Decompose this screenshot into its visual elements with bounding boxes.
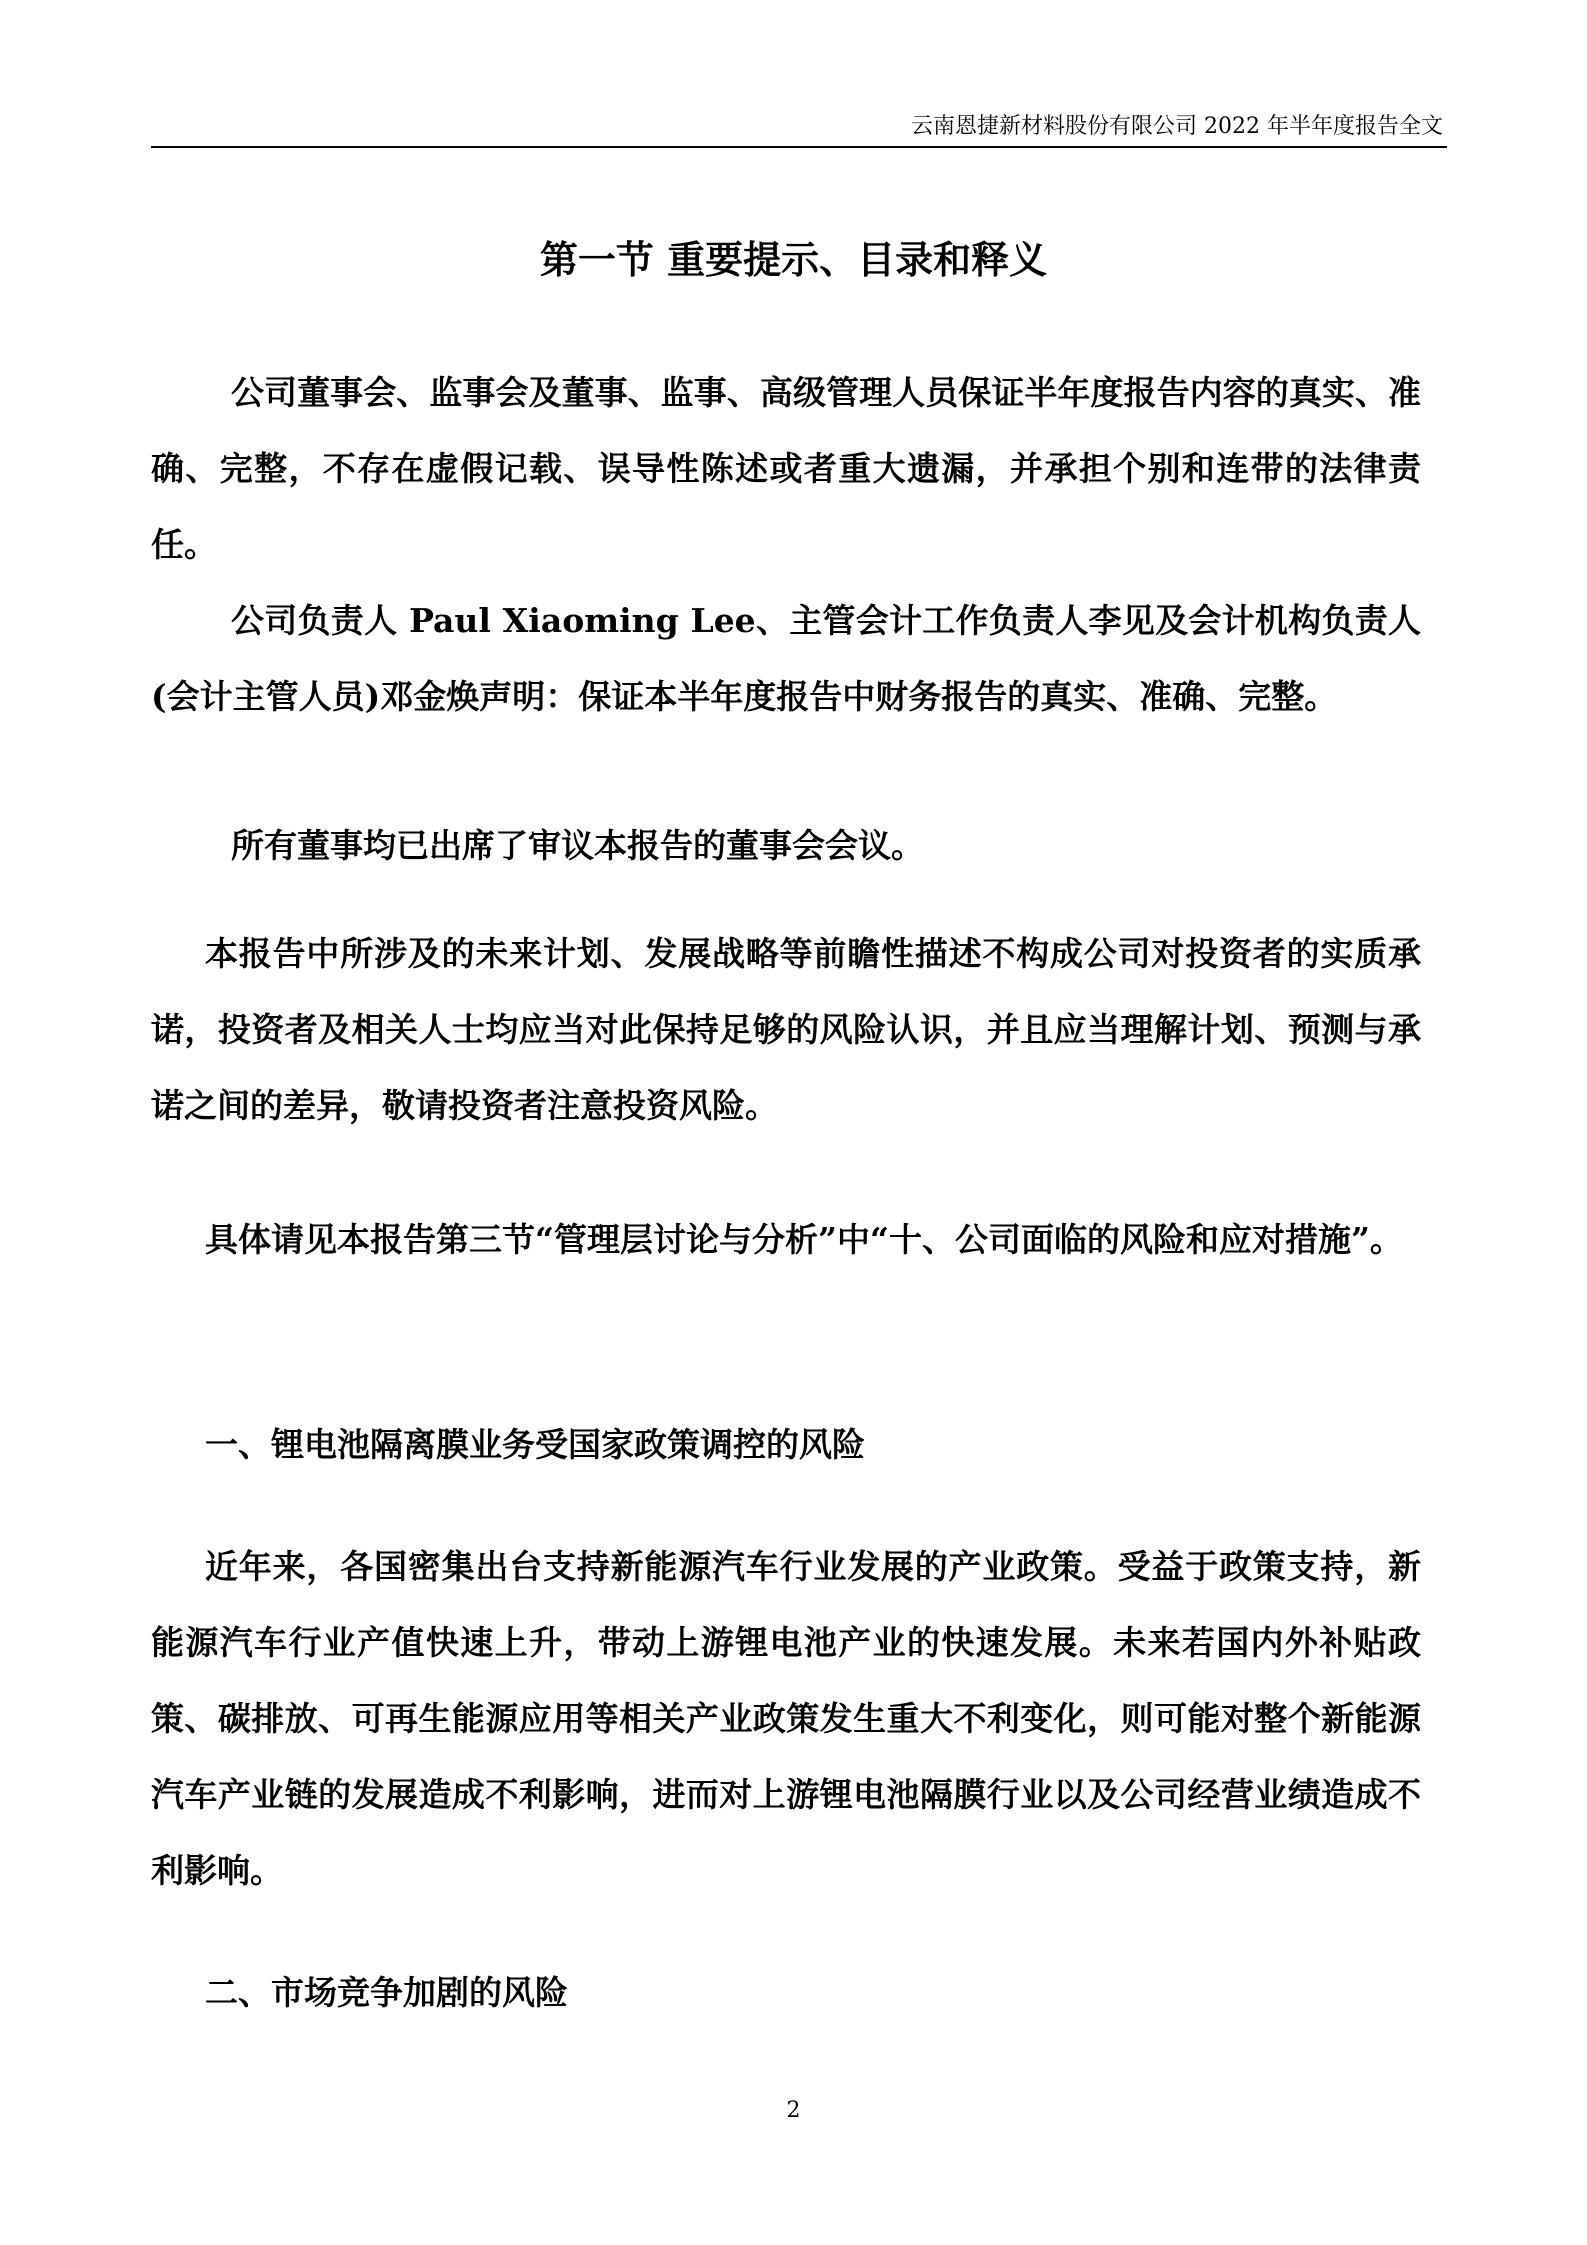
paragraph-forward-looking: 本报告中所涉及的未来计划、发展战略等前瞻性描述不构成公司对投资者的实质承诺，投资者及相关人士均应当对此保持足够的风险认识，并且应当理解计划、预测与承诺之间的差异，敬请投资者注意投资风险。 (151, 934, 1421, 1125)
running-header (151, 112, 1447, 148)
risk-heading-competition: 二、市场竞争加剧的风险 (205, 1973, 568, 2012)
paragraph-declaration: 公司负责人 Paul Xiaoming Lee、主管会计工作负责人李见及会计机构负责人(会计主管人员)邓金焕声明：保证本半年度报告中财务报告的真实、准确、完整。 (151, 601, 1421, 716)
risk-heading-policy: 一、锂电池隔离膜业务受国家政策调控的风险 (205, 1425, 865, 1464)
paragraph-responsibility: 公司董事会、监事会及董事、监事、高级管理人员保证半年度报告内容的真实、准确、完整，不存在虚假记载、误导性陈述或者重大遗漏，并承担个别和连带的法律责任。 (151, 373, 1421, 564)
header-text: 云南恩捷新材料股份有限公司 2022 年半年度报告全文 (911, 114, 1443, 139)
section-title: 第一节 重要提示、目录和释义 (539, 237, 1048, 282)
paragraph-attendance: 所有董事均已出席了审议本报告的董事会会议。 (231, 826, 924, 865)
paragraph-policy-risk: 近年来，各国密集出台支持新能源汽车行业发展的产业政策。受益于政策支持，新能源汽车行业产值快速上升，带动上游锂电池产业的快速发展。未来若国内外补贴政策、碳排放、可再生能源应用等相关产业政策发生重大不利变化，则可能对整个新能源汽车产业链的发展造成不利影响，进而对上游锂电池隔膜行业以及公司经营业绩造成不利影响。 (151, 1547, 1421, 1890)
paragraph-reference: 具体请见本报告第三节“管理层讨论与分析”中“十、公司面临的风险和应对措施”。 (205, 1220, 1403, 1259)
page-number: 2 (786, 2098, 801, 2123)
